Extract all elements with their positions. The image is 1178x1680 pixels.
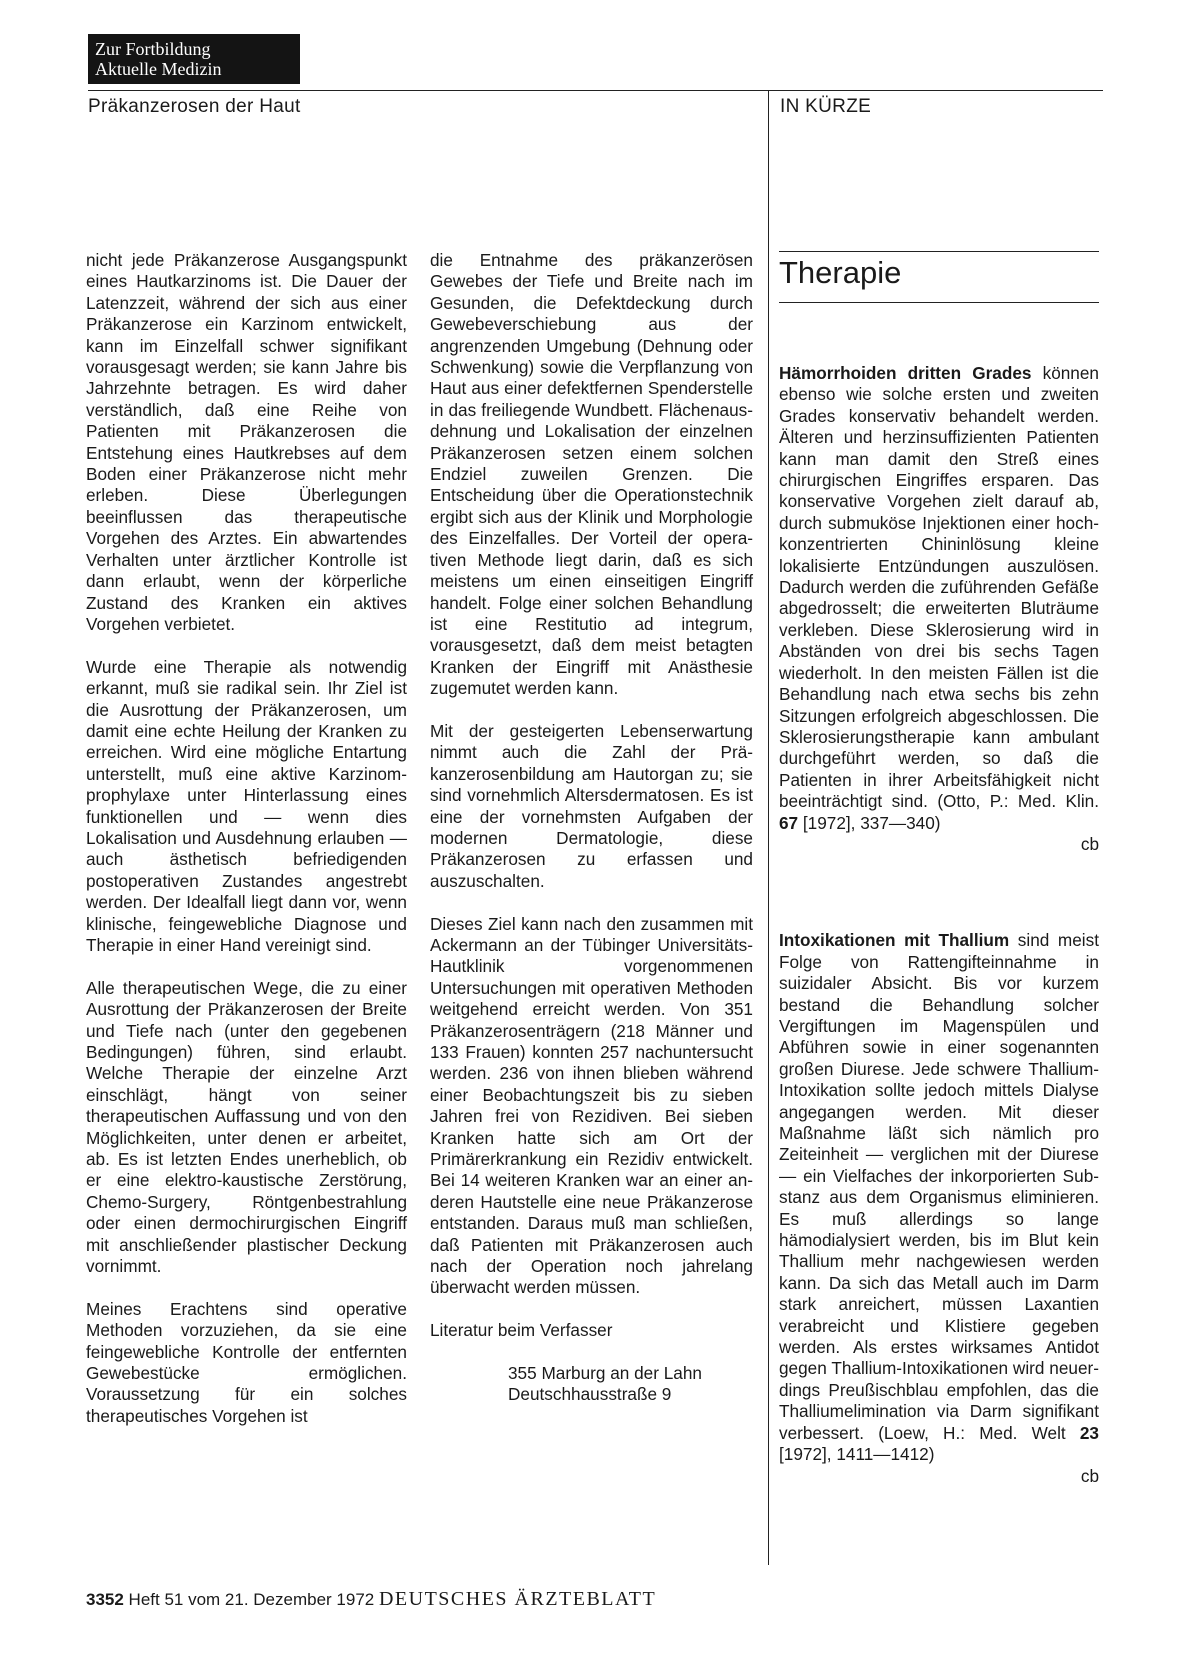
brief-item-thallium bbox=[779, 930, 1099, 1487]
brief-item-body bbox=[779, 930, 1099, 1465]
page-footer bbox=[86, 1588, 656, 1611]
section-badge bbox=[88, 34, 300, 84]
paragraph: Dieses Ziel kann nach den zusammen mit Ackermann an der Tübinger Universitäts-Hautklinik vorgenommenen Untersuchungen mit operativen Methoden weitgehend erreicht werden. Von 351 Präkanzerosenträgern (218 Männer und 133 Frauen) konnten 257 nachuntersucht werden. 236 von ihnen blieben während einer Beobachtungszeit bis zu sieben Jahren frei von Rezidiven. Bei sieben Kranken hatte sich am Ort der Primärerkrankung ein Rezidiv entwickelt. Bei 14 weiteren Kranken war an einer anderen Hautstelle eine neue Präkanzerose entstanden. Daraus muß man schließen, daß Patienten mit Präkanzerosen auch nach der Operation noch jahrelang überwacht werden müssen. bbox=[430, 913, 753, 1298]
article-section-title: Präkanzerosen der Haut bbox=[88, 96, 301, 117]
sidebar-heading-rule-top bbox=[779, 251, 1099, 252]
paragraph: die Entnahme des präkanzerösen Gewebes der Tiefe und Breite nach im Gesunden, die Defektdeckung durch Gewebeverschiebung aus der angrenzenden Umgebung (Dehnung oder Schwenkung) sowie die Verpflanzung von Haut aus einer defektfernen Spenderstelle in das freiliegende Wundbett. Flächenausdehnung und Lokalisation der einzelnen Präkanzerosen setzen einem solchen Endziel zuweilen Grenzen. Die Entscheidung über die Operationstechnik ergibt sich aus der Klinik und Morphologie des Einzelfalles. Der Vorteil der operativen Methode liegt darin, daß es sich meistens um einen einseitigen Eingriff handelt. Folge einer solchen Behandlung ist eine Restitutio ad integrum, vorausgesetzt, daß dem meist betagten Kranken der Eingriff mit Anästhesie zugemutet werden kann. bbox=[430, 250, 753, 699]
sidebar-heading: Therapie bbox=[779, 255, 902, 290]
brief-item-head: Intoxikationen mit Thallium bbox=[779, 930, 1010, 951]
citation: [1972], 1411—1412) bbox=[779, 1444, 935, 1465]
article-column-2 bbox=[430, 250, 753, 1406]
article-column-1 bbox=[86, 250, 407, 1449]
author-initials: cb bbox=[1080, 833, 1099, 854]
citation: [1972], 337—340) bbox=[798, 812, 941, 833]
paragraph: Alle therapeutischen Wege, die zu einer Ausrottung der Präkanzerosen der Breite und Tiefe nach (unter den gegebenen Bedingungen) führen, sind erlaubt. Welche Therapie der einzelne Arzt einschlägt, hängt von seiner therapeutischen Auffassung und von den Möglichkeiten, unter denen er arbeitet, ab. Es ist letzten Endes unerheblich, ob er eine elektro-kaustische Zerstörung, Chemo-Surgery, Röntgenbestrahlung oder einen dermochirurgischen Eingriff mit anschließender plastischer Deckung vornimmt. bbox=[86, 977, 407, 1277]
brief-item-text: können ebenso wie solche ersten und zweiten Grades konservativ behandelt werden. Älteren und herzinsuffizienten Patienten kann man damit den Streß eines chirurgischen Eingriffes ersparen. Das konservative Vorgehen zielt darauf ab, durch submuköse Injektionen einer hochkonzentrierten Chininlösung kleine lokalisierte Entzündungen auszulösen. Dadurch werden die zuführenden Gefäße abgedrosselt; die erweiterten Bluträume verkleben. Diese Sklerosierung wird in Abständen von drei bis sechs Tagen wiederholt. In den meisten Fällen ist die Behandlung nach etwa sechs bis zehn Sitzungen erfolgreich abgeschlossen. Die Sklerosierungstherapie kann ambulant durchgeführt werden, so daß die Patienten in ihrer Arbeitsfähigkeit nicht beeinträchtigt sind. (Otto, P.: Med. Klin. bbox=[779, 363, 1099, 812]
literature-note: Literatur beim Verfasser bbox=[430, 1320, 613, 1341]
volume-number: 67 bbox=[779, 812, 799, 833]
sidebar-section-title: IN KÜRZE bbox=[780, 96, 872, 117]
address-line-2: Deutschhausstraße 9 bbox=[508, 1384, 672, 1405]
badge-line-1: Zur Fortbildung bbox=[95, 39, 211, 59]
brief-item-text: sind meist Folge von Rattengifteinnahme in suizidaler Absicht. Bis vor kurzem bestand die Behandlung solcher Vergiftungen im Magenspülen und Abführen sowie in einer sogenannten großen Diurese. Jede schwere Thallium-Intoxikation sollte jedoch mittels Dialyse angegangen werden. Mit dieser Maßnahme läßt sich nämlich pro Zeiteinheit — verglichen mit der Diurese — ein Vielfaches der inkorporierten Substanz aus dem Organismus eliminieren. Es muß allerdings so lange hämodialysiert werden, bis im Blut kein Thallium mehr nachgewiesen werden kann. Da sich das Metall auch im Darm stark anreichert, müssen Laxantien verabreicht und Klistiere gegeben werden. Als erstes wirksames Antidot gegen Thallium-Intoxikationen wird neuerdings Preußischblau empfohlen, das die Thalliumelimination via Darm signifikant verbessert. (Loew, H.: Med. Welt bbox=[779, 930, 1099, 1443]
badge-line-2: Aktuelle Medizin bbox=[95, 59, 222, 79]
sidebar-heading-rule-bottom bbox=[779, 302, 1099, 303]
address-line-1: 355 Marburg an der Lahn bbox=[508, 1363, 702, 1384]
sidebar-column bbox=[779, 363, 1099, 1487]
author-address bbox=[430, 1363, 753, 1406]
paragraph: Mit der gesteigerten Lebenserwartung nimmt auch die Zahl der Präkanzerosenbildung am Hautorgan zu; sie sind vornehmlich Altersdermatosen. Es ist eine der vornehmsten Aufgaben der modernen Dermatologie, diese Präkanzerosen zu erfassen und auszuschalten. bbox=[430, 720, 753, 891]
paragraph: Meines Erachtens sind operative Methoden vorzuziehen, da sie eine feingewebliche Kontrolle der entfernten Gewebestücke ermöglichen. Voraussetzung für ein solches therapeutisches Vorgehen ist bbox=[86, 1298, 407, 1426]
column-divider bbox=[768, 90, 769, 1565]
brief-item-hemorrhoids bbox=[779, 363, 1099, 855]
brief-item-body bbox=[779, 363, 1099, 834]
header-rule bbox=[88, 90, 1103, 91]
publication-name: DEUTSCHES ÄRZTEBLATT bbox=[378, 1588, 657, 1610]
brief-item-head: Hämorrhoiden dritten Grades bbox=[779, 363, 1032, 383]
author-initials: cb bbox=[1080, 1465, 1099, 1486]
page-number: 3352 bbox=[86, 1590, 124, 1609]
issue-info: Heft 51 vom 21. Dezember 1972 bbox=[123, 1590, 379, 1609]
paragraph: Wurde eine Therapie als notwendig erkannt, muß sie radikal sein. Ihr Ziel ist die Ausrottung der Präkanzerosen, um damit eine echte Heilung der Kranken zu erreichen. Wird eine mögliche Entartung unterstellt, muß eine aktive Karzinomprophylaxe unter Hinterlassung eines funktionellen und — wenn dies Lokalisation und Ausdehnung erlauben — auch ästhetisch befriedigenden postoperativen Zustandes angestrebt werden. Der Idealfall liegt dann vor, wenn klinische, feingewebliche Diagnose und Therapie in einer Hand vereinigt sind. bbox=[86, 656, 407, 955]
volume-number: 23 bbox=[1079, 1422, 1099, 1443]
paragraph: nicht jede Präkanzerose Ausgangspunkt eines Hautkarzinoms ist. Die Dauer der Latenzzeit, während der sich aus einer Präkanzerose ein Karzinom entwickelt, kann im Einzelfall schwer signifikant vorausgesagt werden; sie kann Jahre bis Jahrzehnte betragen. Es wird daher verständlich, daß eine Reihe von Patienten mit Präkanzerosen die Entstehung eines Hautkrebses auf dem Boden einer Präkanzerose nicht mehr erleben. Diese Überlegungen beeinflussen das therapeutische Vorgehen des Arztes. Ein abwartendes Verhalten unter ärztlicher Kontrolle ist dann erlaubt, wenn der körperliche Zustand des Kranken ein aktives Vorgehen verbietet. bbox=[86, 250, 407, 634]
